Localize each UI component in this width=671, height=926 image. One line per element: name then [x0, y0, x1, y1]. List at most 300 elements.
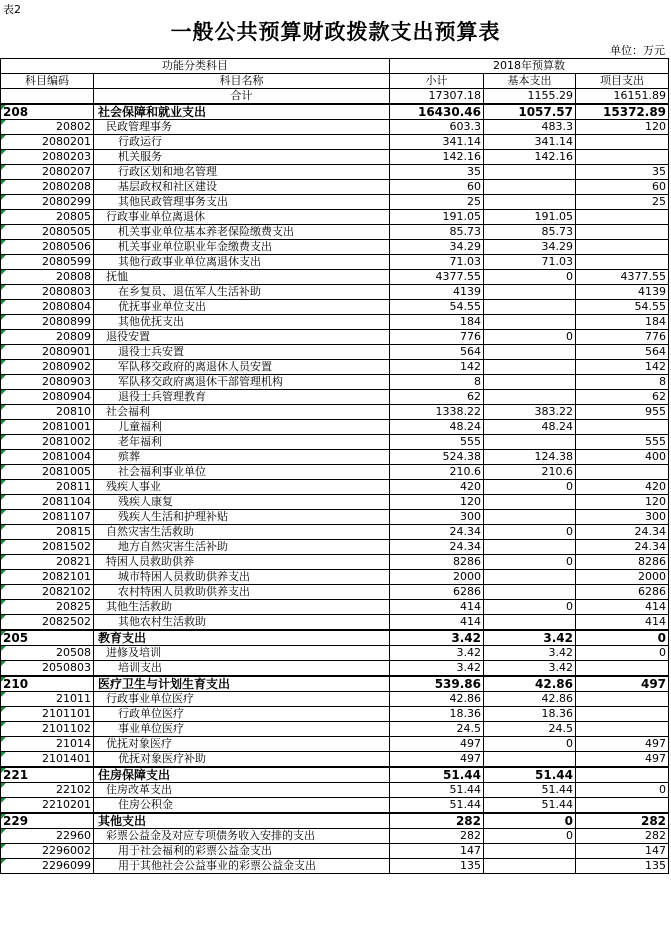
- text-number-flag-icon: [1, 510, 6, 515]
- row-project: 0: [576, 646, 669, 661]
- text-number-flag-icon: [1, 859, 6, 864]
- table-row: [1, 180, 669, 195]
- table-row: [1, 360, 669, 375]
- text-number-flag-icon: [1, 722, 6, 727]
- row-subtotal: 60: [390, 180, 484, 195]
- row-basic: [484, 375, 576, 390]
- row-basic: [484, 345, 576, 360]
- row-subtotal: 191.05: [390, 210, 484, 225]
- row-name: 行政事业单位医疗: [94, 692, 390, 707]
- table-row: [1, 676, 669, 692]
- header-basic: 基本支出: [484, 74, 576, 89]
- row-subtotal: 51.44: [390, 798, 484, 814]
- row-project: 142: [576, 360, 669, 375]
- text-number-flag-icon: [1, 225, 6, 230]
- row-subtotal: 120: [390, 495, 484, 510]
- text-number-flag-icon: [1, 540, 6, 545]
- text-number-flag-icon: [1, 420, 6, 425]
- text-number-flag-icon: [1, 405, 6, 410]
- row-subtotal: 6286: [390, 585, 484, 600]
- row-basic: 42.86: [484, 676, 576, 692]
- row-name: 残疾人生活和护理补贴: [94, 510, 390, 525]
- row-subtotal: 341.14: [390, 135, 484, 150]
- row-subtotal: 142: [390, 360, 484, 375]
- row-project: 8: [576, 375, 669, 390]
- row-basic: 51.44: [484, 783, 576, 798]
- table-row: [1, 300, 669, 315]
- row-subtotal: 2000: [390, 570, 484, 585]
- row-code: 2080804: [1, 300, 94, 315]
- row-subtotal: 414: [390, 615, 484, 631]
- header-year-group: 2018年预算数: [390, 59, 669, 74]
- row-name: 行政区划和地名管理: [94, 165, 390, 180]
- row-code: 2082502: [1, 615, 94, 631]
- row-code: 2101102: [1, 722, 94, 737]
- row-basic: [484, 435, 576, 450]
- text-number-flag-icon: [1, 600, 6, 605]
- row-code: 221: [1, 767, 94, 783]
- row-subtotal: 16430.46: [390, 104, 484, 120]
- text-number-flag-icon: [1, 692, 6, 697]
- row-code: 2210201: [1, 798, 94, 814]
- row-name: 住房改革支出: [94, 783, 390, 798]
- row-code: 2082102: [1, 585, 94, 600]
- row-name: 地方自然灾害生活补助: [94, 540, 390, 555]
- row-subtotal: 210.6: [390, 465, 484, 480]
- table-row: [1, 104, 669, 120]
- table-row: [1, 465, 669, 480]
- row-project: 120: [576, 495, 669, 510]
- row-name: 儿童福利: [94, 420, 390, 435]
- table-row: [1, 829, 669, 844]
- row-code: 20802: [1, 120, 94, 135]
- row-basic: [484, 195, 576, 210]
- row-project: [576, 225, 669, 240]
- header-code: 科目编码: [1, 74, 94, 89]
- row-name: 教育支出: [94, 630, 390, 646]
- table-row: [1, 330, 669, 345]
- row-basic: 18.36: [484, 707, 576, 722]
- row-basic: [484, 360, 576, 375]
- row-name: 社会福利: [94, 405, 390, 420]
- row-project: 4139: [576, 285, 669, 300]
- row-subtotal: 147: [390, 844, 484, 859]
- row-name: 进修及培训: [94, 646, 390, 661]
- row-subtotal: 42.86: [390, 692, 484, 707]
- row-name: 机关事业单位职业年金缴费支出: [94, 240, 390, 255]
- table-row: [1, 707, 669, 722]
- table-row: [1, 480, 669, 495]
- table-row: [1, 798, 669, 814]
- row-code: 2081107: [1, 510, 94, 525]
- row-subtotal: 62: [390, 390, 484, 405]
- row-project: 35: [576, 165, 669, 180]
- text-number-flag-icon: [1, 646, 6, 651]
- row-basic: [484, 615, 576, 631]
- row-subtotal: 142.16: [390, 150, 484, 165]
- row-project: 564: [576, 345, 669, 360]
- row-code: 2080803: [1, 285, 94, 300]
- row-code: 2080899: [1, 315, 94, 330]
- row-basic: 3.42: [484, 646, 576, 661]
- row-basic: 0: [484, 600, 576, 615]
- row-project: 282: [576, 829, 669, 844]
- row-subtotal: 85.73: [390, 225, 484, 240]
- text-number-flag-icon: [1, 150, 6, 155]
- unit-label: 单位：万元: [610, 44, 665, 57]
- table-row: [1, 844, 669, 859]
- table-row: [1, 630, 669, 646]
- row-basic: 0: [484, 270, 576, 285]
- row-project: 955: [576, 405, 669, 420]
- row-name: 住房公积金: [94, 798, 390, 814]
- row-subtotal: 603.3: [390, 120, 484, 135]
- header-name: 科目名称: [94, 74, 390, 89]
- row-name: 社会保障和就业支出: [94, 104, 390, 120]
- row-project: [576, 255, 669, 270]
- table-row: [1, 540, 669, 555]
- table-row: [1, 600, 669, 615]
- text-number-flag-icon: [1, 165, 6, 170]
- sheet-label: 表2: [3, 3, 21, 16]
- row-code: 2081004: [1, 450, 94, 465]
- row-basic: 0: [484, 737, 576, 752]
- total-row: [1, 89, 669, 105]
- row-code: 2081502: [1, 540, 94, 555]
- row-basic: [484, 570, 576, 585]
- text-number-flag-icon: [1, 737, 6, 742]
- table-row: [1, 767, 669, 783]
- row-basic: [484, 315, 576, 330]
- row-basic: 51.44: [484, 798, 576, 814]
- row-basic: 48.24: [484, 420, 576, 435]
- row-project: 420: [576, 480, 669, 495]
- table-row: [1, 525, 669, 540]
- table-row: [1, 405, 669, 420]
- row-subtotal: 51.44: [390, 767, 484, 783]
- row-subtotal: 54.55: [390, 300, 484, 315]
- text-number-flag-icon: [1, 300, 6, 305]
- table-row: [1, 859, 669, 874]
- table-row: [1, 661, 669, 677]
- table-row: [1, 390, 669, 405]
- table-row: [1, 345, 669, 360]
- row-basic: 0: [484, 555, 576, 570]
- row-project: 497: [576, 752, 669, 768]
- row-project: 15372.89: [576, 104, 669, 120]
- row-code: 2296099: [1, 859, 94, 874]
- row-code: 2080505: [1, 225, 94, 240]
- row-project: [576, 798, 669, 814]
- row-code: 2080902: [1, 360, 94, 375]
- row-project: 497: [576, 676, 669, 692]
- page-title: 一般公共预算财政拨款支出预算表: [170, 19, 501, 44]
- row-code: 21011: [1, 692, 94, 707]
- table-row: [1, 225, 669, 240]
- table-row: [1, 722, 669, 737]
- row-project: 4377.55: [576, 270, 669, 285]
- row-subtotal: 3.42: [390, 630, 484, 646]
- row-project: 24.34: [576, 540, 669, 555]
- row-basic: [484, 844, 576, 859]
- row-subtotal: 71.03: [390, 255, 484, 270]
- text-number-flag-icon: [1, 120, 6, 125]
- row-name: 其他生活救助: [94, 600, 390, 615]
- text-number-flag-icon: [1, 631, 6, 636]
- row-basic: [484, 495, 576, 510]
- row-code: 20825: [1, 600, 94, 615]
- text-number-flag-icon: [1, 752, 6, 757]
- row-project: [576, 420, 669, 435]
- table-row: [1, 555, 669, 570]
- table-row: [1, 495, 669, 510]
- row-name: 用于其他社会公益事业的彩票公益金支出: [94, 859, 390, 874]
- row-subtotal: 497: [390, 752, 484, 768]
- text-number-flag-icon: [1, 480, 6, 485]
- row-basic: 71.03: [484, 255, 576, 270]
- row-name: 抚恤: [94, 270, 390, 285]
- text-number-flag-icon: [1, 814, 6, 819]
- row-subtotal: 3.42: [390, 661, 484, 677]
- table-header: [1, 59, 669, 89]
- row-code: 22960: [1, 829, 94, 844]
- row-name: 其他支出: [94, 813, 390, 829]
- header-func-group: 功能分类科目: [1, 59, 390, 74]
- row-project: 414: [576, 600, 669, 615]
- row-name: 机关服务: [94, 150, 390, 165]
- table-row: [1, 692, 669, 707]
- row-project: [576, 240, 669, 255]
- row-project: 60: [576, 180, 669, 195]
- row-code: 2080207: [1, 165, 94, 180]
- row-project: 6286: [576, 585, 669, 600]
- text-number-flag-icon: [1, 360, 6, 365]
- table-row: [1, 615, 669, 631]
- row-name: 残疾人康复: [94, 495, 390, 510]
- total-project: 16151.89: [576, 89, 669, 105]
- table-row: [1, 737, 669, 752]
- row-name: 自然灾害生活救助: [94, 525, 390, 540]
- table-row: [1, 315, 669, 330]
- text-number-flag-icon: [1, 195, 6, 200]
- row-name: 特困人员救助供养: [94, 555, 390, 570]
- row-basic: 483.3: [484, 120, 576, 135]
- header-project: 项目支出: [576, 74, 669, 89]
- row-code: 20821: [1, 555, 94, 570]
- row-code: 2080203: [1, 150, 94, 165]
- row-code: 2080903: [1, 375, 94, 390]
- table-row: [1, 210, 669, 225]
- row-project: 25: [576, 195, 669, 210]
- row-basic: 210.6: [484, 465, 576, 480]
- row-code: 2082101: [1, 570, 94, 585]
- row-code: 2081001: [1, 420, 94, 435]
- row-subtotal: 300: [390, 510, 484, 525]
- row-code: 2080208: [1, 180, 94, 195]
- row-subtotal: 555: [390, 435, 484, 450]
- row-subtotal: 776: [390, 330, 484, 345]
- row-name: 优抚对象医疗: [94, 737, 390, 752]
- row-basic: 42.86: [484, 692, 576, 707]
- row-code: 20809: [1, 330, 94, 345]
- text-number-flag-icon: [1, 105, 6, 110]
- row-project: 300: [576, 510, 669, 525]
- table-body: [1, 89, 669, 874]
- row-name: 基层政权和社区建设: [94, 180, 390, 195]
- text-number-flag-icon: [1, 180, 6, 185]
- text-number-flag-icon: [1, 677, 6, 682]
- table-row: [1, 285, 669, 300]
- text-number-flag-icon: [1, 465, 6, 470]
- row-name: 事业单位医疗: [94, 722, 390, 737]
- row-code: 20811: [1, 480, 94, 495]
- text-number-flag-icon: [1, 783, 6, 788]
- row-name: 住房保障支出: [94, 767, 390, 783]
- row-basic: [484, 585, 576, 600]
- row-subtotal: 24.34: [390, 525, 484, 540]
- row-name: 农村特困人员救助供养支出: [94, 585, 390, 600]
- row-name: 培训支出: [94, 661, 390, 677]
- row-subtotal: 8286: [390, 555, 484, 570]
- row-project: 135: [576, 859, 669, 874]
- table-row: [1, 646, 669, 661]
- row-subtotal: 8: [390, 375, 484, 390]
- row-code: 205: [1, 630, 94, 646]
- row-code: 20810: [1, 405, 94, 420]
- row-subtotal: 3.42: [390, 646, 484, 661]
- text-number-flag-icon: [1, 345, 6, 350]
- text-number-flag-icon: [1, 390, 6, 395]
- row-basic: 341.14: [484, 135, 576, 150]
- row-name: 行政事业单位离退休: [94, 210, 390, 225]
- table-row: [1, 240, 669, 255]
- text-number-flag-icon: [1, 375, 6, 380]
- table-row: [1, 165, 669, 180]
- text-number-flag-icon: [1, 525, 6, 530]
- row-code: 210: [1, 676, 94, 692]
- table-row: [1, 420, 669, 435]
- row-subtotal: 51.44: [390, 783, 484, 798]
- row-code: 22102: [1, 783, 94, 798]
- table-row: [1, 783, 669, 798]
- text-number-flag-icon: [1, 435, 6, 440]
- row-code: 2080599: [1, 255, 94, 270]
- row-name: 老年福利: [94, 435, 390, 450]
- row-code: 21014: [1, 737, 94, 752]
- row-name: 优抚对象医疗补助: [94, 752, 390, 768]
- row-basic: 0: [484, 330, 576, 345]
- table-row: [1, 270, 669, 285]
- row-project: [576, 661, 669, 677]
- row-code: 2050803: [1, 661, 94, 677]
- row-project: 62: [576, 390, 669, 405]
- row-project: 24.34: [576, 525, 669, 540]
- table-row: [1, 570, 669, 585]
- row-name: 残疾人事业: [94, 480, 390, 495]
- row-code: 20805: [1, 210, 94, 225]
- total-basic: 1155.29: [484, 89, 576, 105]
- total-code: [1, 89, 94, 105]
- row-name: 军队移交政府的离退休人员安置: [94, 360, 390, 375]
- row-project: 120: [576, 120, 669, 135]
- text-number-flag-icon: [1, 135, 6, 140]
- row-name: 军队移交政府离退休干部管理机构: [94, 375, 390, 390]
- row-subtotal: 184: [390, 315, 484, 330]
- row-subtotal: 1338.22: [390, 405, 484, 420]
- row-name: 行政单位医疗: [94, 707, 390, 722]
- total-name: 合计: [94, 89, 390, 105]
- row-name: 优抚事业单位支出: [94, 300, 390, 315]
- row-subtotal: 497: [390, 737, 484, 752]
- row-basic: [484, 180, 576, 195]
- row-code: 20815: [1, 525, 94, 540]
- row-name: 社会福利事业单位: [94, 465, 390, 480]
- row-basic: 124.38: [484, 450, 576, 465]
- table-row: [1, 375, 669, 390]
- row-name: 机关事业单位基本养老保险缴费支出: [94, 225, 390, 240]
- row-project: [576, 210, 669, 225]
- row-basic: [484, 540, 576, 555]
- row-name: 民政管理事务: [94, 120, 390, 135]
- row-project: 0: [576, 783, 669, 798]
- row-basic: 142.16: [484, 150, 576, 165]
- row-subtotal: 48.24: [390, 420, 484, 435]
- header-subtotal: 小计: [390, 74, 484, 89]
- text-number-flag-icon: [1, 315, 6, 320]
- row-code: 2080299: [1, 195, 94, 210]
- row-subtotal: 24.5: [390, 722, 484, 737]
- text-number-flag-icon: [1, 585, 6, 590]
- row-basic: 3.42: [484, 661, 576, 677]
- table-row: [1, 120, 669, 135]
- row-project: [576, 135, 669, 150]
- row-project: [576, 150, 669, 165]
- row-project: 54.55: [576, 300, 669, 315]
- row-subtotal: 18.36: [390, 707, 484, 722]
- text-number-flag-icon: [1, 768, 6, 773]
- text-number-flag-icon: [1, 570, 6, 575]
- row-subtotal: 282: [390, 813, 484, 829]
- row-name: 其他民政管理事务支出: [94, 195, 390, 210]
- row-code: 2080901: [1, 345, 94, 360]
- row-subtotal: 414: [390, 600, 484, 615]
- row-project: [576, 722, 669, 737]
- row-subtotal: 4377.55: [390, 270, 484, 285]
- table-row: [1, 195, 669, 210]
- table-row: [1, 150, 669, 165]
- row-basic: 85.73: [484, 225, 576, 240]
- row-project: 8286: [576, 555, 669, 570]
- table-row: [1, 135, 669, 150]
- row-code: 20808: [1, 270, 94, 285]
- text-number-flag-icon: [1, 555, 6, 560]
- text-number-flag-icon: [1, 210, 6, 215]
- row-project: 400: [576, 450, 669, 465]
- row-basic: [484, 285, 576, 300]
- row-basic: 24.5: [484, 722, 576, 737]
- row-project: 555: [576, 435, 669, 450]
- row-subtotal: 524.38: [390, 450, 484, 465]
- row-code: 2081104: [1, 495, 94, 510]
- row-name: 其他优抚支出: [94, 315, 390, 330]
- text-number-flag-icon: [1, 661, 6, 666]
- row-name: 其他行政事业单位离退休支出: [94, 255, 390, 270]
- row-subtotal: 4139: [390, 285, 484, 300]
- row-basic: 191.05: [484, 210, 576, 225]
- row-code: 2080506: [1, 240, 94, 255]
- row-project: 2000: [576, 570, 669, 585]
- row-project: [576, 465, 669, 480]
